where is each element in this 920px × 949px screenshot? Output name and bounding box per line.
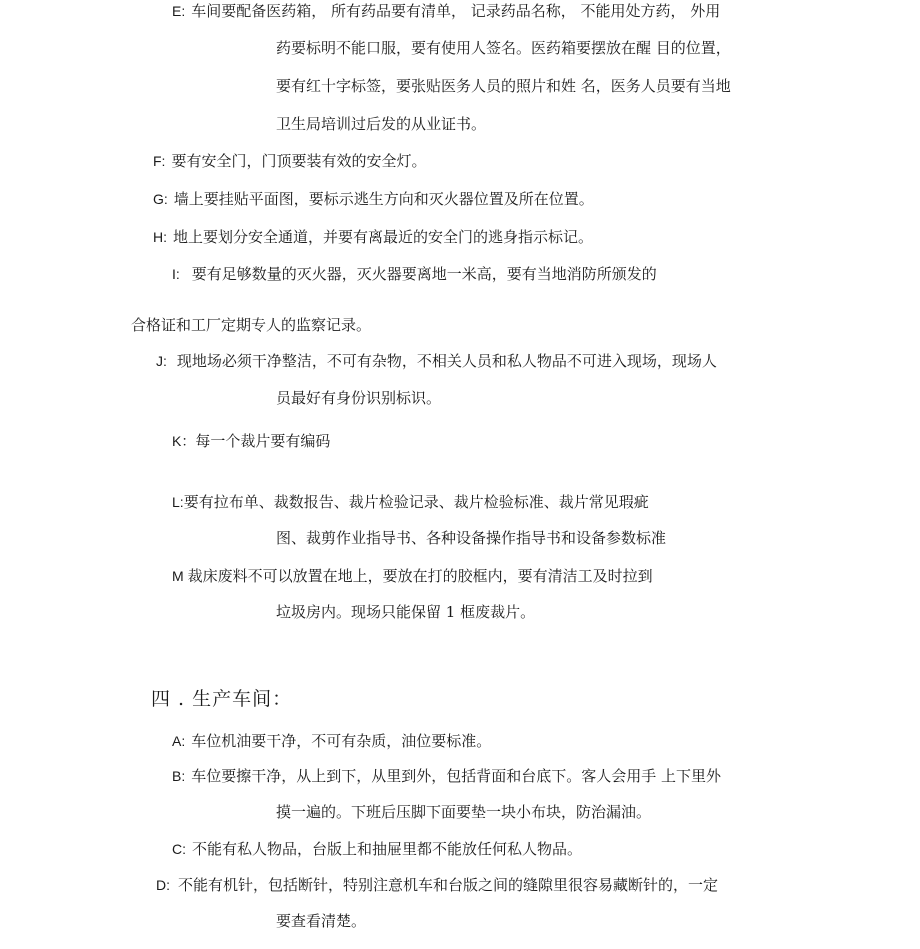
item-text: 地上要划分安全通道，并要有离最近的安全门的逃身指示标记。 xyxy=(173,228,594,246)
item-label: B: xyxy=(172,768,186,784)
item-e-line-4: 卫生局培训过后发的从业证书。 xyxy=(276,115,487,133)
item-label: F: xyxy=(153,153,166,169)
item-e-line-2: 药要标明不能口服，要有使用人签名。医药箱要摆放在醒 目的位置， xyxy=(276,39,731,57)
item-text: 要有安全门，门顶要装有效的安全灯。 xyxy=(171,152,427,170)
item-text: 墙上要挂贴平面图，要标示逃生方向和灭火器位置及所在位置。 xyxy=(173,190,594,208)
item-label: G: xyxy=(153,191,168,207)
item-j xyxy=(156,351,717,371)
item-text: 要有足够数量的灭火器，灭火器要离地一米高，要有当地消防所颁发的 xyxy=(191,265,657,283)
item-text: 车间要配备医药箱， 所有药品要有清单， 记录药品名称， 不能用处方药， 外用 xyxy=(191,2,721,20)
item-label: D: xyxy=(156,877,170,893)
item-b-line-2: 摸一遍的。下班后压脚下面要垫一块小布块，防治漏油。 xyxy=(276,803,652,821)
item-m xyxy=(172,566,653,586)
item-label: L: xyxy=(172,494,184,510)
item-i xyxy=(172,264,657,284)
item-text: 现地场必须干净整洁，不可有杂物，不相关人员和私人物品不可进入现场，现场人 xyxy=(176,352,717,370)
item-text: 车位要擦干净，从上到下，从里到外，包括背面和台底下。客人会用手 上下里外 xyxy=(191,767,722,785)
item-label: C: xyxy=(172,841,186,857)
item-label: J: xyxy=(156,353,167,369)
item-i-continuation: 合格证和工厂定期专人的监察记录。 xyxy=(131,316,372,334)
item-text: 要有拉布单、裁数报告、裁片检验记录、裁片检验标准、裁片常见瑕疵 xyxy=(183,493,649,511)
item-f xyxy=(153,151,426,171)
item-d xyxy=(156,875,718,895)
item-b xyxy=(172,766,721,786)
item-k xyxy=(172,431,330,451)
item-a xyxy=(172,731,491,751)
item-label: A: xyxy=(172,733,186,749)
item-text: 每一个裁片要有编码 xyxy=(195,432,331,450)
item-e-line-3: 要有红十字标签，要张贴医务人员的照片和姓 名，医务人员要有当地 xyxy=(276,77,731,95)
item-j-line-2: 员最好有身份识别标识。 xyxy=(276,389,442,407)
item-label: K： xyxy=(172,433,196,449)
item-label: E: xyxy=(172,3,186,19)
item-l xyxy=(172,492,649,512)
item-text: 不能有私人物品，台版上和抽屉里都不能放任何私人物品。 xyxy=(192,840,583,858)
item-label: H: xyxy=(153,229,167,245)
item-label: I: xyxy=(172,266,180,282)
item-g xyxy=(153,189,594,209)
item-text: 车位机油要干净，不可有杂质，油位要标准。 xyxy=(191,732,492,750)
item-c xyxy=(172,839,582,859)
item-label: M xyxy=(172,568,184,584)
section-heading: 四 . 生产车间： xyxy=(151,688,293,710)
item-l-line-2: 图、裁剪作业指导书、各种设备操作指导书和设备参数标准 xyxy=(276,529,667,547)
item-text: 裁床废料不可以放置在地上，要放在打的胶框内，要有清洁工及时拉到 xyxy=(187,567,653,585)
item-e xyxy=(172,1,720,21)
item-h xyxy=(153,227,593,247)
item-d-line-2: 要查看清楚。 xyxy=(276,912,367,930)
item-m-line-2: 垃圾房内。现场只能保留 1 框废裁片。 xyxy=(276,603,536,621)
item-text: 不能有机针，包括断针，特别注意机车和台版之间的缝隙里很容易藏断针的，一定 xyxy=(178,876,719,894)
